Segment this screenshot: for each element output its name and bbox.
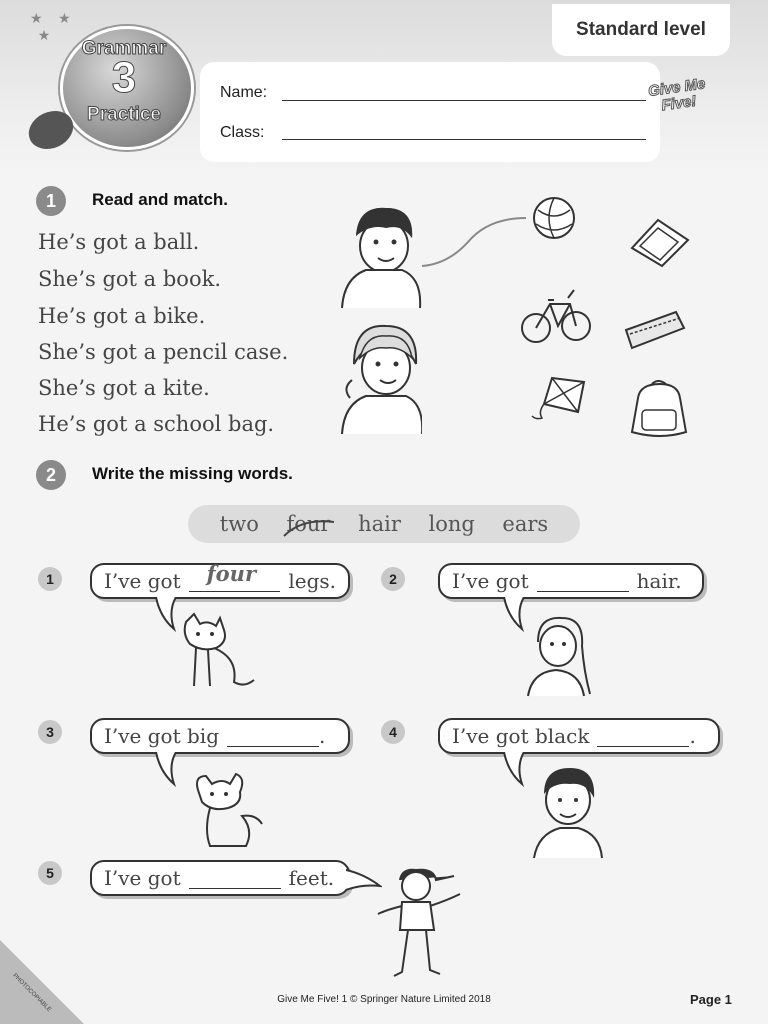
badge-number: 3 [111, 53, 137, 102]
answer-blank-3[interactable] [227, 726, 319, 747]
class-field[interactable] [282, 138, 646, 140]
sentence-6: He’s got a school bag. [38, 412, 275, 436]
strikethrough-mark [282, 516, 336, 542]
speech-bubble-2 [438, 563, 704, 599]
bubble-tail [150, 752, 190, 788]
bubble-text-before: I’ve got [104, 569, 181, 593]
speech-bubble-5 [90, 860, 350, 896]
word-bank [188, 505, 580, 543]
word-option: hair [358, 512, 401, 536]
girl-long-hair-picture [524, 612, 600, 698]
bubble-text-after: hair. [636, 569, 682, 593]
sentence-4: She’s got a pencil case. [38, 340, 289, 364]
speech-bubble-3 [90, 718, 350, 754]
bubble-text-before: I’ve got black [452, 724, 590, 748]
bubble-text-before: I’ve got [452, 569, 529, 593]
bubble-text-after: . [689, 724, 696, 748]
exercise-2-number: 2 [36, 460, 66, 490]
example-answer: four [206, 560, 257, 586]
photocopiable-corner [0, 940, 84, 1024]
exercise-1-instruction: Read and match. [92, 190, 229, 209]
school-bag-icon [626, 380, 692, 440]
sentence-2: She’s got a book. [38, 267, 221, 291]
give-me-five-logo: Give Me Five! [647, 75, 707, 115]
speech-bubble-1 [90, 560, 350, 599]
level-tab: Standard level [552, 4, 730, 56]
page-number: Page 1 [690, 992, 732, 1007]
bike-icon [520, 280, 592, 348]
name-label: Name: [220, 84, 268, 101]
bubble-text-after: . [319, 724, 326, 748]
answer-blank-5[interactable] [189, 868, 281, 889]
bubble-text-before: I’ve got big [104, 724, 219, 748]
badge-title: Grammar [81, 38, 167, 59]
bubble-text-after: feet. [288, 866, 335, 890]
sentence-1: He’s got a ball. [38, 230, 200, 254]
example-match-line [418, 212, 534, 272]
name-panel [200, 62, 660, 162]
kite-icon [528, 372, 590, 424]
word-option: two [219, 512, 259, 536]
girl-jumping-picture [372, 866, 468, 982]
answer-blank-2[interactable] [537, 571, 629, 592]
word-option: long [428, 512, 475, 536]
exercise-2-instruction: Write the missing words. [92, 464, 293, 483]
dog-picture [190, 770, 270, 850]
class-label: Class: [220, 124, 265, 141]
word-option: ears [502, 512, 549, 536]
answer-blank-4[interactable] [597, 726, 689, 747]
copyright-footer: Give Me Five! 1 © Springer Nature Limited 2018 [277, 994, 491, 1005]
name-field[interactable] [282, 99, 646, 101]
sentence-3: He’s got a bike. [38, 304, 206, 328]
item-5-number: 5 [38, 861, 62, 885]
boy-black-hair-picture [530, 764, 606, 860]
badge-subtitle: Practice [87, 104, 161, 125]
sentence-5: She’s got a kite. [38, 376, 210, 400]
girl-picture [336, 318, 422, 436]
boy-picture [336, 198, 422, 310]
cat-picture [178, 612, 260, 694]
answer-blank-1[interactable] [189, 560, 281, 592]
bubble-text-after: legs. [288, 569, 336, 593]
item-3-number: 3 [38, 720, 62, 744]
word-option-label: four [286, 512, 331, 536]
item-2-number: 2 [381, 567, 405, 591]
speech-bubble-4 [438, 718, 720, 754]
book-icon [628, 214, 692, 270]
pencil-case-icon [622, 306, 688, 354]
item-1-number: 1 [38, 567, 62, 591]
photocopiable-label: PHOTOCOPIABLE [11, 972, 52, 1014]
item-4-number: 4 [381, 720, 405, 744]
ball-icon [530, 196, 578, 244]
exercise-1-number: 1 [36, 186, 66, 216]
bubble-text-before: I’ve got [104, 866, 181, 890]
stars-decoration: ★ ★ ★ [30, 10, 71, 43]
word-option-crossed [286, 512, 330, 536]
